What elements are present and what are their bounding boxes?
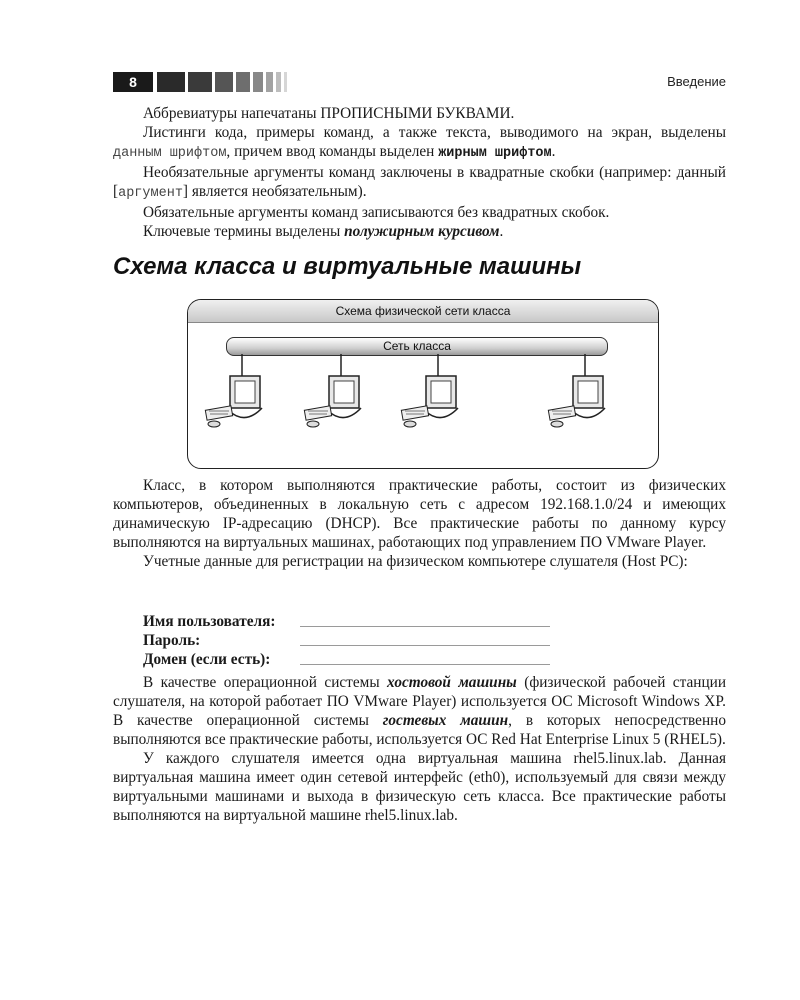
header-block [253,72,263,92]
key-term: хостовой машины [387,674,517,691]
header-block [215,72,233,92]
network-bus: Сеть класса [226,337,608,356]
student-pc-2 [299,354,383,449]
page-header [113,72,726,94]
paragraph [113,123,726,163]
text: . [499,223,504,240]
text: . [551,143,556,160]
text: Обязательные аргументы команд записываются без квадратных скобок. [143,204,610,221]
text: , в которых непосредственно выполняются все практические работы, используется ОС Red Hat Enterprise Linux 5 (RHEL5). [113,712,726,748]
text: В качестве операционной системы [143,674,388,691]
header-block [276,72,281,92]
monospace-sample: аргумент [118,186,183,201]
paragraph [113,749,726,825]
domain-blank [300,664,550,665]
text: ] является необязательным). [182,183,367,200]
computer-icon [543,354,627,449]
computer-icon [396,354,480,449]
username-label: Имя пользователя: [143,613,276,630]
body-text-intro [113,476,726,571]
paragraph [113,673,726,749]
text: Аббревиатуры напечатаны ПРОПИСНЫМИ БУКВАМИ. [143,105,515,122]
paragraph [113,203,726,222]
student-pc-n [543,354,627,449]
paragraph [113,476,726,552]
text: Учетные данные для регистрации на физическом компьютере слушателя (Host PC): [143,553,688,570]
username-blank [300,626,550,627]
running-header-title: Введение [667,74,726,89]
text: Класс, в котором выполняются практические работы, состоит из физических компьютеров, объединенных в локальную сеть с адресом 192.168.1.0/24 и имеющих динамическую IP-адресацию (DHCP). Все практические работы по данному курсу выполняются на виртуальных машинах, работающих под управлением ПО VMware Player. [113,477,726,551]
username-row [143,612,563,631]
paragraph [113,104,726,123]
domain-label: Домен (если есть): [143,651,271,668]
diagram-title: Схема физической сети класса [188,300,658,323]
password-blank [300,645,550,646]
monospace-sample: данным шрифтом [113,146,227,161]
body-text-os [113,673,726,825]
key-term: гостевых машин [382,712,509,729]
header-decoration [157,72,287,92]
header-block [188,72,212,92]
text: Листинги кода, примеры команд, а также текста, выводимого на экран, выделены [143,124,726,141]
header-block [266,72,273,92]
password-label: Пароль: [143,632,201,649]
domain-row [143,650,563,669]
student-pc-3 [396,354,480,449]
section-heading: Схема класса и виртуальные машины [113,253,582,280]
header-block [236,72,250,92]
paragraph [113,222,726,241]
computer-icon [299,354,383,449]
password-row [143,631,563,650]
student-pc-1 [200,354,284,449]
paragraph [113,163,726,203]
computer-icon [200,354,284,449]
network-diagram [187,299,659,469]
text: Необязательные аргументы команд заключены в квадратные скобки (например: данный [ [113,164,726,200]
text: У каждого слушателя имеется одна виртуальная машина rhel5.linux.lab. Данная виртуальная машина имеет один сетевой интерфейс (eth0), используемый для связи между виртуальными машинами и выхода в физическую сеть класса. Все практические работы выполняются на виртуальной машине rhel5.linux.lab. [113,750,726,824]
header-block [157,72,185,92]
page-number: 8 [113,72,153,92]
text: , причем ввод команды выделен [226,143,439,160]
text: Ключевые термины выделены [143,223,345,240]
header-block [284,72,287,92]
paragraph [113,552,726,571]
text: (физической рабочей станции слушателя, на которой работает ПО VMware Player) используется ОС Microsoft Windows XP. В качестве операционной системы [113,674,727,729]
credentials-form [143,612,563,669]
bold-italic-sample: полужирным курсивом [344,223,500,240]
bold-monospace-sample: жирным шрифтом [438,146,552,161]
conventions-text [113,104,726,241]
